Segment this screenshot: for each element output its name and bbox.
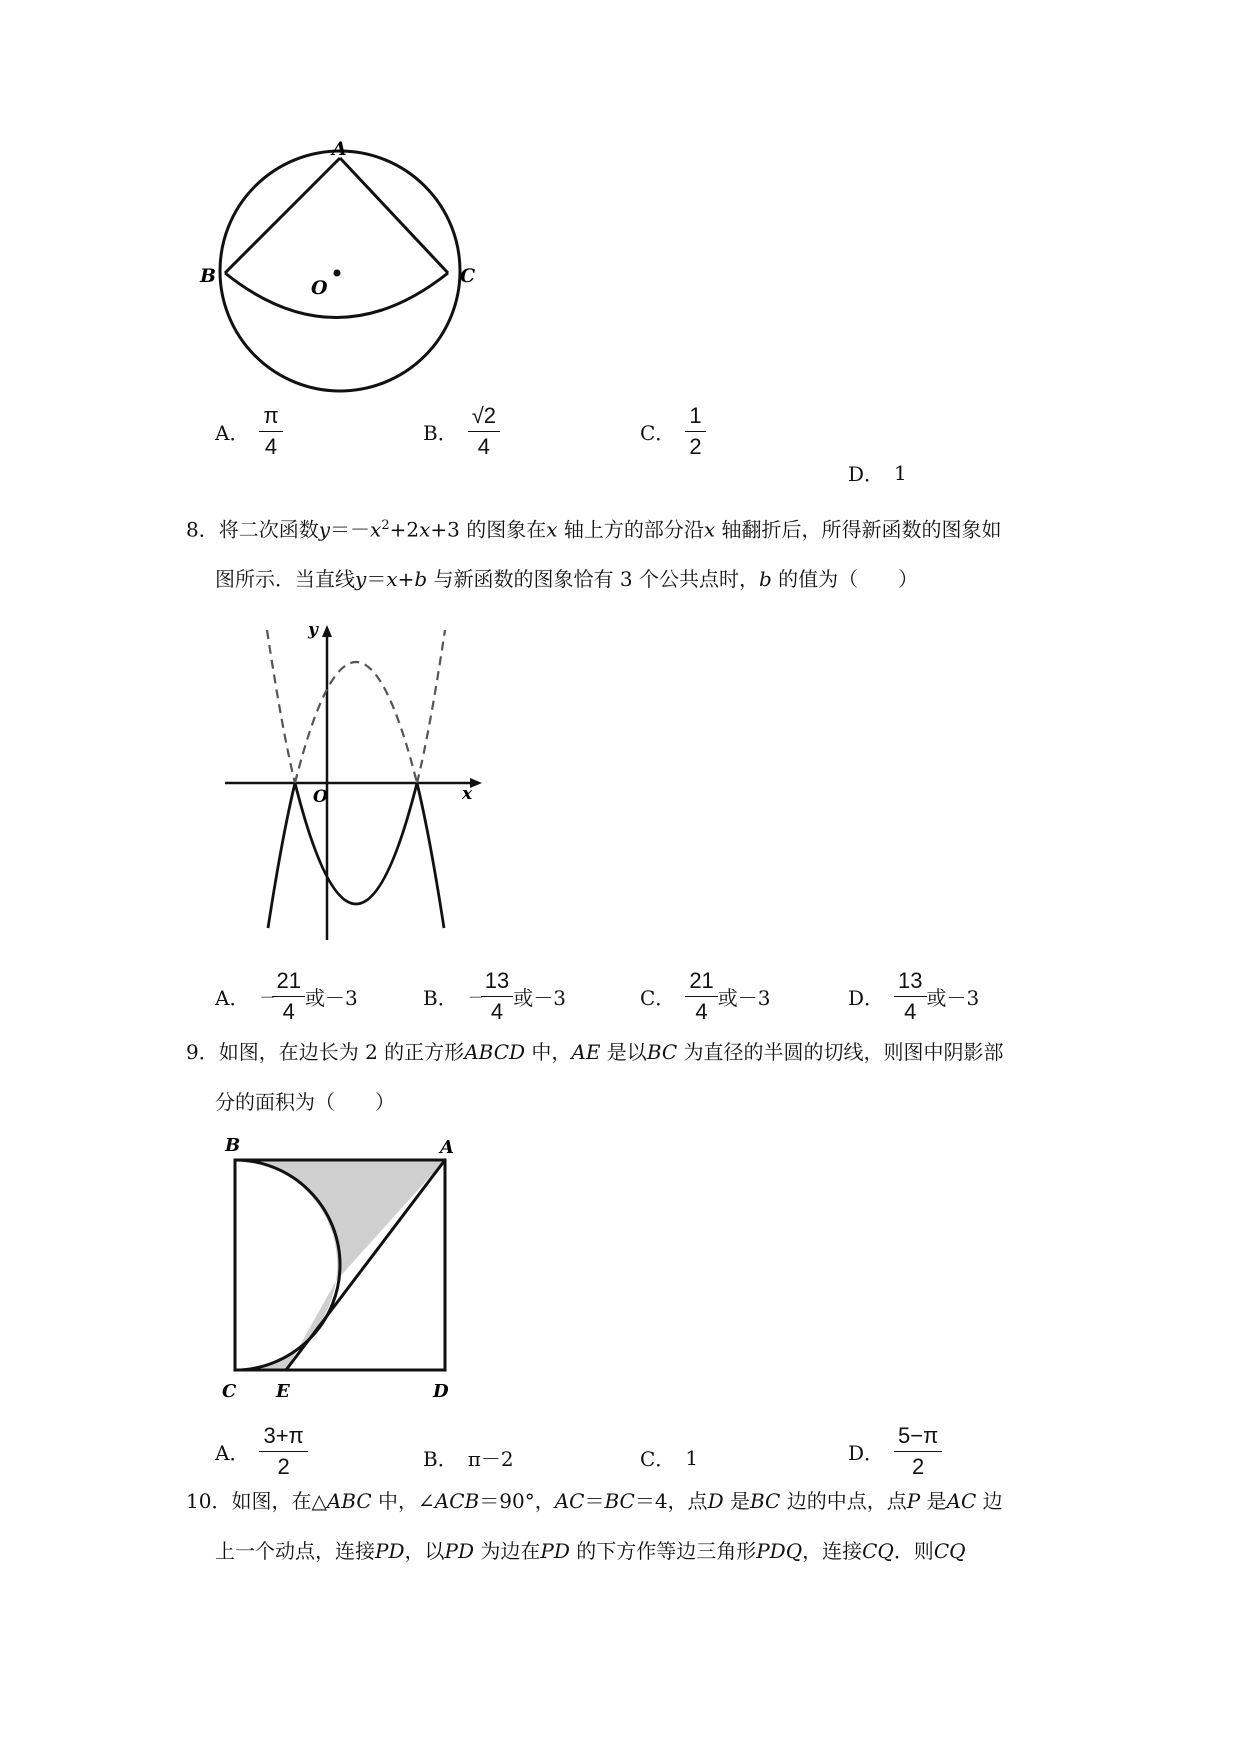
q8-option-b-den: 4 <box>490 999 504 1024</box>
q10-stem-line1 <box>186 1491 1003 1511</box>
q7-option-a-label: A． <box>215 421 250 445</box>
q10-var: PD <box>375 1539 405 1563</box>
q7-option-a[interactable] <box>215 403 283 460</box>
q8-option-c-den: 4 <box>695 999 708 1024</box>
q8-y-axis-arrow-icon <box>322 625 332 637</box>
q8-option-d-den: 4 <box>904 999 917 1024</box>
q9-option-d-den: 2 <box>912 1454 925 1479</box>
q8-option-a-num: 21 <box>272 968 304 997</box>
q10-text: ＝90°， <box>479 1489 555 1513</box>
q9-var: BC <box>646 1040 678 1064</box>
q8-text: ＝ <box>366 567 387 591</box>
q8-option-a-suffix: 或－3 <box>304 986 358 1010</box>
q10-var: ACB <box>434 1489 480 1513</box>
q10-text: ，连接 <box>802 1539 863 1563</box>
q8-text: 图所示．当直线 <box>215 567 355 591</box>
q8-var-y: y <box>318 517 331 542</box>
q8-dashed-parabola-arch <box>295 662 417 783</box>
q9-option-c[interactable] <box>640 1443 698 1472</box>
q8-exponent: 2 <box>381 518 390 533</box>
q8-var-y: y <box>355 567 367 591</box>
q7-circle <box>220 151 460 391</box>
q10-var: PD <box>444 1539 474 1563</box>
q7-option-c[interactable] <box>640 403 706 460</box>
q8-option-b-sign: － <box>467 988 484 1007</box>
q7-segment-ab <box>225 158 340 273</box>
q10-var: CQ <box>933 1539 966 1563</box>
q7-option-d-label: D． <box>848 462 885 486</box>
q9-option-d-fraction <box>894 1423 942 1480</box>
q7-label-o: O <box>311 277 328 299</box>
q8-var-x: x <box>370 517 382 542</box>
q10-number: 10． <box>186 1489 232 1513</box>
q7-label-a: A <box>332 138 347 160</box>
q9-stem-line1 <box>186 1042 1004 1062</box>
q9-option-a-den: 2 <box>277 1454 290 1479</box>
q8-option-a-fraction <box>272 968 304 1025</box>
q8-option-a[interactable] <box>215 968 358 1025</box>
q9-option-d-label: D． <box>848 1441 885 1465</box>
q7-segment-ac <box>340 158 448 273</box>
q8-option-c-suffix: 或－3 <box>717 986 771 1010</box>
q10-text: 如图，在△ <box>231 1489 327 1513</box>
q9-var: ABCD <box>464 1040 526 1064</box>
q8-label-y: y <box>308 620 318 640</box>
q8-label-x: x <box>462 784 473 804</box>
q10-text: 中，∠ <box>371 1489 435 1513</box>
q9-var: AE <box>571 1040 601 1064</box>
q8-option-c-fraction <box>685 968 717 1025</box>
q8-option-b-label: B． <box>423 986 458 1010</box>
q10-var: BC <box>604 1489 635 1513</box>
q8-option-c[interactable] <box>640 968 771 1025</box>
q8-number: 8． <box>186 517 219 542</box>
q10-var: BC <box>749 1489 781 1513</box>
q7-arc-bc <box>225 273 448 318</box>
q10-text: ．则 <box>893 1539 934 1563</box>
q10-var: CQ <box>862 1539 894 1563</box>
q10-text: 上一个动点，连接 <box>215 1539 375 1563</box>
q9-number: 9． <box>186 1040 219 1064</box>
q8-option-b[interactable] <box>423 968 566 1025</box>
q10-text: ＝ <box>584 1489 605 1513</box>
q8-solid-left-branch <box>268 783 295 928</box>
q8-text: +2 <box>389 517 420 542</box>
q10-var: AC <box>554 1489 585 1513</box>
q8-option-a-sign: － <box>259 988 276 1007</box>
q8-text: ＝－ <box>330 517 371 542</box>
q9-option-b-value: π－2 <box>467 1447 514 1471</box>
q9-text: 中， <box>525 1040 572 1064</box>
q7-option-d[interactable] <box>848 458 907 487</box>
q8-option-b-num: 13 <box>481 968 513 997</box>
q8-option-b-suffix: 或－3 <box>513 986 566 1010</box>
q9-option-a[interactable] <box>215 1423 308 1480</box>
q8-label-o: O <box>313 787 328 807</box>
q9-label-b: B <box>225 1135 241 1156</box>
q8-text: + <box>397 567 415 591</box>
q7-option-a-den: 4 <box>264 434 278 459</box>
q8-var-b: b <box>414 567 428 591</box>
q8-option-a-label: A． <box>215 986 250 1010</box>
q9-option-c-label: C． <box>640 1447 676 1471</box>
q9-option-b[interactable] <box>423 1443 514 1472</box>
q9-label-c: C <box>222 1381 237 1402</box>
q7-option-b[interactable] <box>423 403 500 460</box>
q10-var: PDQ <box>756 1539 803 1563</box>
q9-option-c-value: 1 <box>685 1445 699 1470</box>
q10-text: 为边在 <box>474 1539 541 1563</box>
q9-text: 分的面积为（ ） <box>215 1090 395 1114</box>
q10-var: P <box>906 1489 921 1513</box>
q8-text: 将二次函数 <box>218 517 319 542</box>
q7-label-b: B <box>200 265 217 287</box>
q8-option-d-fraction <box>894 968 926 1025</box>
q7-option-c-fraction <box>685 403 705 460</box>
q7-option-b-fraction <box>468 403 500 460</box>
q10-stem-line2 <box>215 1541 966 1561</box>
q8-var-x: x <box>546 517 558 542</box>
q7-option-a-fraction <box>259 403 282 460</box>
q7-option-a-num: π <box>259 403 282 432</box>
q8-var-x: x <box>703 517 716 542</box>
q9-figure <box>215 1135 475 1410</box>
q8-option-d-label: D． <box>848 986 885 1010</box>
q9-label-a: A <box>440 1137 454 1158</box>
q7-option-d-value: 1 <box>894 460 907 485</box>
q10-text: 边 <box>976 1489 1003 1513</box>
q7-option-b-den: 4 <box>477 434 490 459</box>
q9-option-d[interactable] <box>848 1423 942 1480</box>
q9-label-d: D <box>433 1381 449 1402</box>
q10-text: 的下方作等边三角形 <box>569 1539 757 1563</box>
q8-option-a-den: 4 <box>282 999 295 1024</box>
q7-option-c-label: C． <box>640 421 676 445</box>
q9-option-a-num: 3+π <box>259 1423 307 1452</box>
q10-text: ＝4，点 <box>634 1489 708 1513</box>
q8-option-c-num: 21 <box>685 968 717 997</box>
q8-text: 的值为（ ） <box>771 567 919 591</box>
q9-label-e: E <box>276 1381 290 1402</box>
q9-text: 是以 <box>600 1040 647 1064</box>
q8-option-b-fraction <box>481 968 513 1025</box>
q9-stem-line2 <box>215 1092 395 1112</box>
q10-text: ，以 <box>404 1539 445 1563</box>
q8-text: 轴上方的部分沿 <box>557 517 704 542</box>
q7-option-b-num: √2 <box>468 403 500 432</box>
q9-option-a-label: A． <box>215 1441 250 1465</box>
q8-var-b: b <box>758 567 772 591</box>
q7-option-b-label: B． <box>423 421 458 445</box>
q10-var: ABC <box>326 1489 372 1513</box>
q9-text: 为直径的半圆的切线，则图中阴影部 <box>677 1040 1004 1064</box>
q8-stem-line1 <box>186 519 1002 540</box>
q9-text: 如图，在边长为 2 的正方形 <box>218 1040 465 1064</box>
q9-option-d-num: 5−π <box>894 1423 942 1452</box>
q10-var: PD <box>540 1539 570 1563</box>
q10-text: 是 <box>723 1489 750 1513</box>
q8-option-c-label: C． <box>640 986 676 1010</box>
q10-var: AC <box>946 1489 977 1513</box>
q8-option-d-suffix: 或－3 <box>926 986 980 1010</box>
q7-figure <box>200 138 510 400</box>
q8-solid-right-branch <box>417 783 444 928</box>
q8-stem-line2 <box>215 569 918 589</box>
q10-text: 是 <box>920 1489 947 1513</box>
q8-var-x: x <box>419 517 431 542</box>
q8-var-x: x <box>386 567 398 591</box>
q8-option-d[interactable] <box>848 968 979 1025</box>
q8-graph <box>220 620 490 950</box>
q8-dashed-right-branch <box>417 630 445 783</box>
q7-option-c-num: 1 <box>685 403 705 432</box>
q7-option-c-den: 2 <box>689 434 702 459</box>
q10-var: D <box>707 1489 724 1513</box>
q9-option-a-fraction <box>259 1423 307 1480</box>
q7-center-dot <box>334 270 341 277</box>
q8-option-d-num: 13 <box>894 968 926 997</box>
q9-option-b-label: B． <box>423 1447 458 1471</box>
q8-dashed-left-branch <box>267 630 295 783</box>
q8-text: 轴翻折后，所得新函数的图象如 <box>715 517 1002 542</box>
q7-label-c: C <box>460 265 476 287</box>
q8-text: +3 的图象在 <box>430 517 547 542</box>
q10-text: 边的中点，点 <box>780 1489 907 1513</box>
q8-text: 与新函数的图象恰有 3 个公共点时， <box>427 567 759 591</box>
